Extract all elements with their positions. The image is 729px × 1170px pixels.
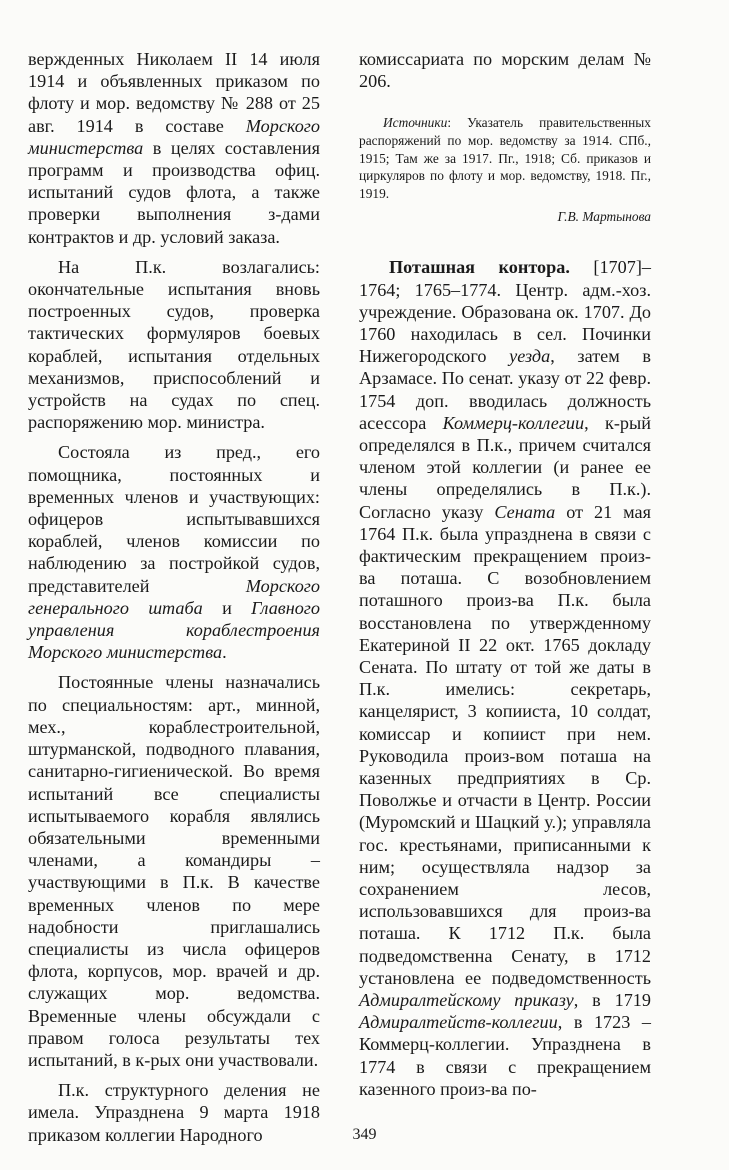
entry-title: Поташная контора. [389,257,570,278]
term-shipbuilding-directorate: Главного управления кораблестроения Морского министерства [28,597,320,663]
paragraph-duties: На П.к. возлагались: окончательные испытания вновь построенных судов, проверка тактических формуляров боевых кораблей, испытания отдельных механизмов, приспособлений и устройств на судах по спец. распоряжению мор. министра. [28,256,320,433]
paragraph-permanent-members: Постоянные члены назначались по специальностям: арт., минной, мех., кораблестроительной, штурманской, подводного плавания, санитарно-гигиенической. Во время испытаний все специалисты испытываемого корабля являлись обязательными временными членами, а командиры – участвующими в П.к. В качестве временных членов по мере надобности приглашались специалисты из числа офицеров флота, корпусов, мор. врачей и др. служащих мор. ведомства. Временные члены обсуждали с правом голоса результаты тех испытаний, в к-рых они участвовали. [28,672,320,1070]
term-senat: Сената [494,501,556,522]
term-admiralteistv-kollegiya: Адмиралтейств-коллегии [359,1012,558,1033]
term-admiralteisky-prikaz: Адмиралтейскому приказу [359,990,574,1011]
entry-potashnaya-kontora [359,256,651,1100]
page-number: 349 [352,1126,377,1143]
paragraph-composition-basis: вержденных Николаем II 14 июля 1914 и объявленных приказом по флоту и мор. ведомству № 288 от 25 авг. 1914 в составе Морского министерства в целях составления программ и производства офиц. испытаний судов флота, а также проверки выполнения з-дами контрактов и др. условий заказа. [28,49,320,247]
right-column [359,48,651,1100]
term-general-staff: Морского генерального штаба [28,575,320,618]
sources-label: Источники [383,115,448,131]
term-morskoe-ministerstvo: Морского министерства [28,115,320,158]
paragraph-abolition-continued: комиссариата по морским делам № 206. [359,49,651,92]
paragraph-abolition: П.к. структурного деления не имела. Упразднена 9 марта 1918 приказом коллегии Народного [28,1080,320,1145]
article-author: Г.В. Мартынова [557,209,651,225]
paragraph-members: Состояла из пред., его помощника, постоянных и временных членов и участвующих: офицеров испытывавшихся кораблей, членов комиссии по наблюдению за постройкой судов, представителей Морского генерального штаба и Главного управления кораблестроения Морского министерства. [28,442,320,663]
entry-body: Поташная контора. [1707]– 1764; 1765–1774. Центр. адм.-хоз. учреждение. Образована ок. 1707. До 1760 находилась в сел. Починки Нижегородского уезда, затем в Арзамасе. По сенат. указу от 22 февр. 1754 доп. вводилась должность асессора Коммерц-коллегии, к-рый определялся в П.к., причем считался членом этой коллегии (и ранее ее члены определялись в П.к.). Согласно указу Сената от 21 мая 1764 П.к. была упразднена в связи с фактическим прекращением произ-ва поташа. С возобновлением поташного произ-ва П.к. была восстановлена по утвержденному Екатериной II 22 окт. 1765 докладу Сената. По штату от той же даты в П.к. имелись: секретарь, канцелярист, 3 копииста, 10 солдат, комиссар и копиист при нем. Руководила произ-вом поташа на казенных предприятиях в Ср. Поволжье и отчасти в Центр. России (Муромский и Шацкий у.); управляла гос. крестьянами, приписанными к ним; осуществляла надзор за сохранением лесов, использовавшихся для произ-ва поташа. К 1712 П.к. была подведомственна Сенату, в 1712 установлена ее подведомственность Адмиралтейскому приказу, в 1719 Адмиралтейств-коллегии, в 1723 – Коммерц-коллегии. Упразднена в 1774 в связи с прекращением казенного произ-ва по- [359,257,651,1099]
sources-note: Источники: Указатель правительственных распоряжений по мор. ведомству за 1914. СПб., 1915; Там же за 1917. Пг., 1918; Сб. приказов и циркуляров по флоту и мор. ведомству, 1918. Пг., 1919. [359,115,651,201]
term-uezd: уезда [509,346,551,367]
term-kommerts-kollegiya: Коммерц-коллегии [442,412,585,433]
left-column [28,48,320,1146]
